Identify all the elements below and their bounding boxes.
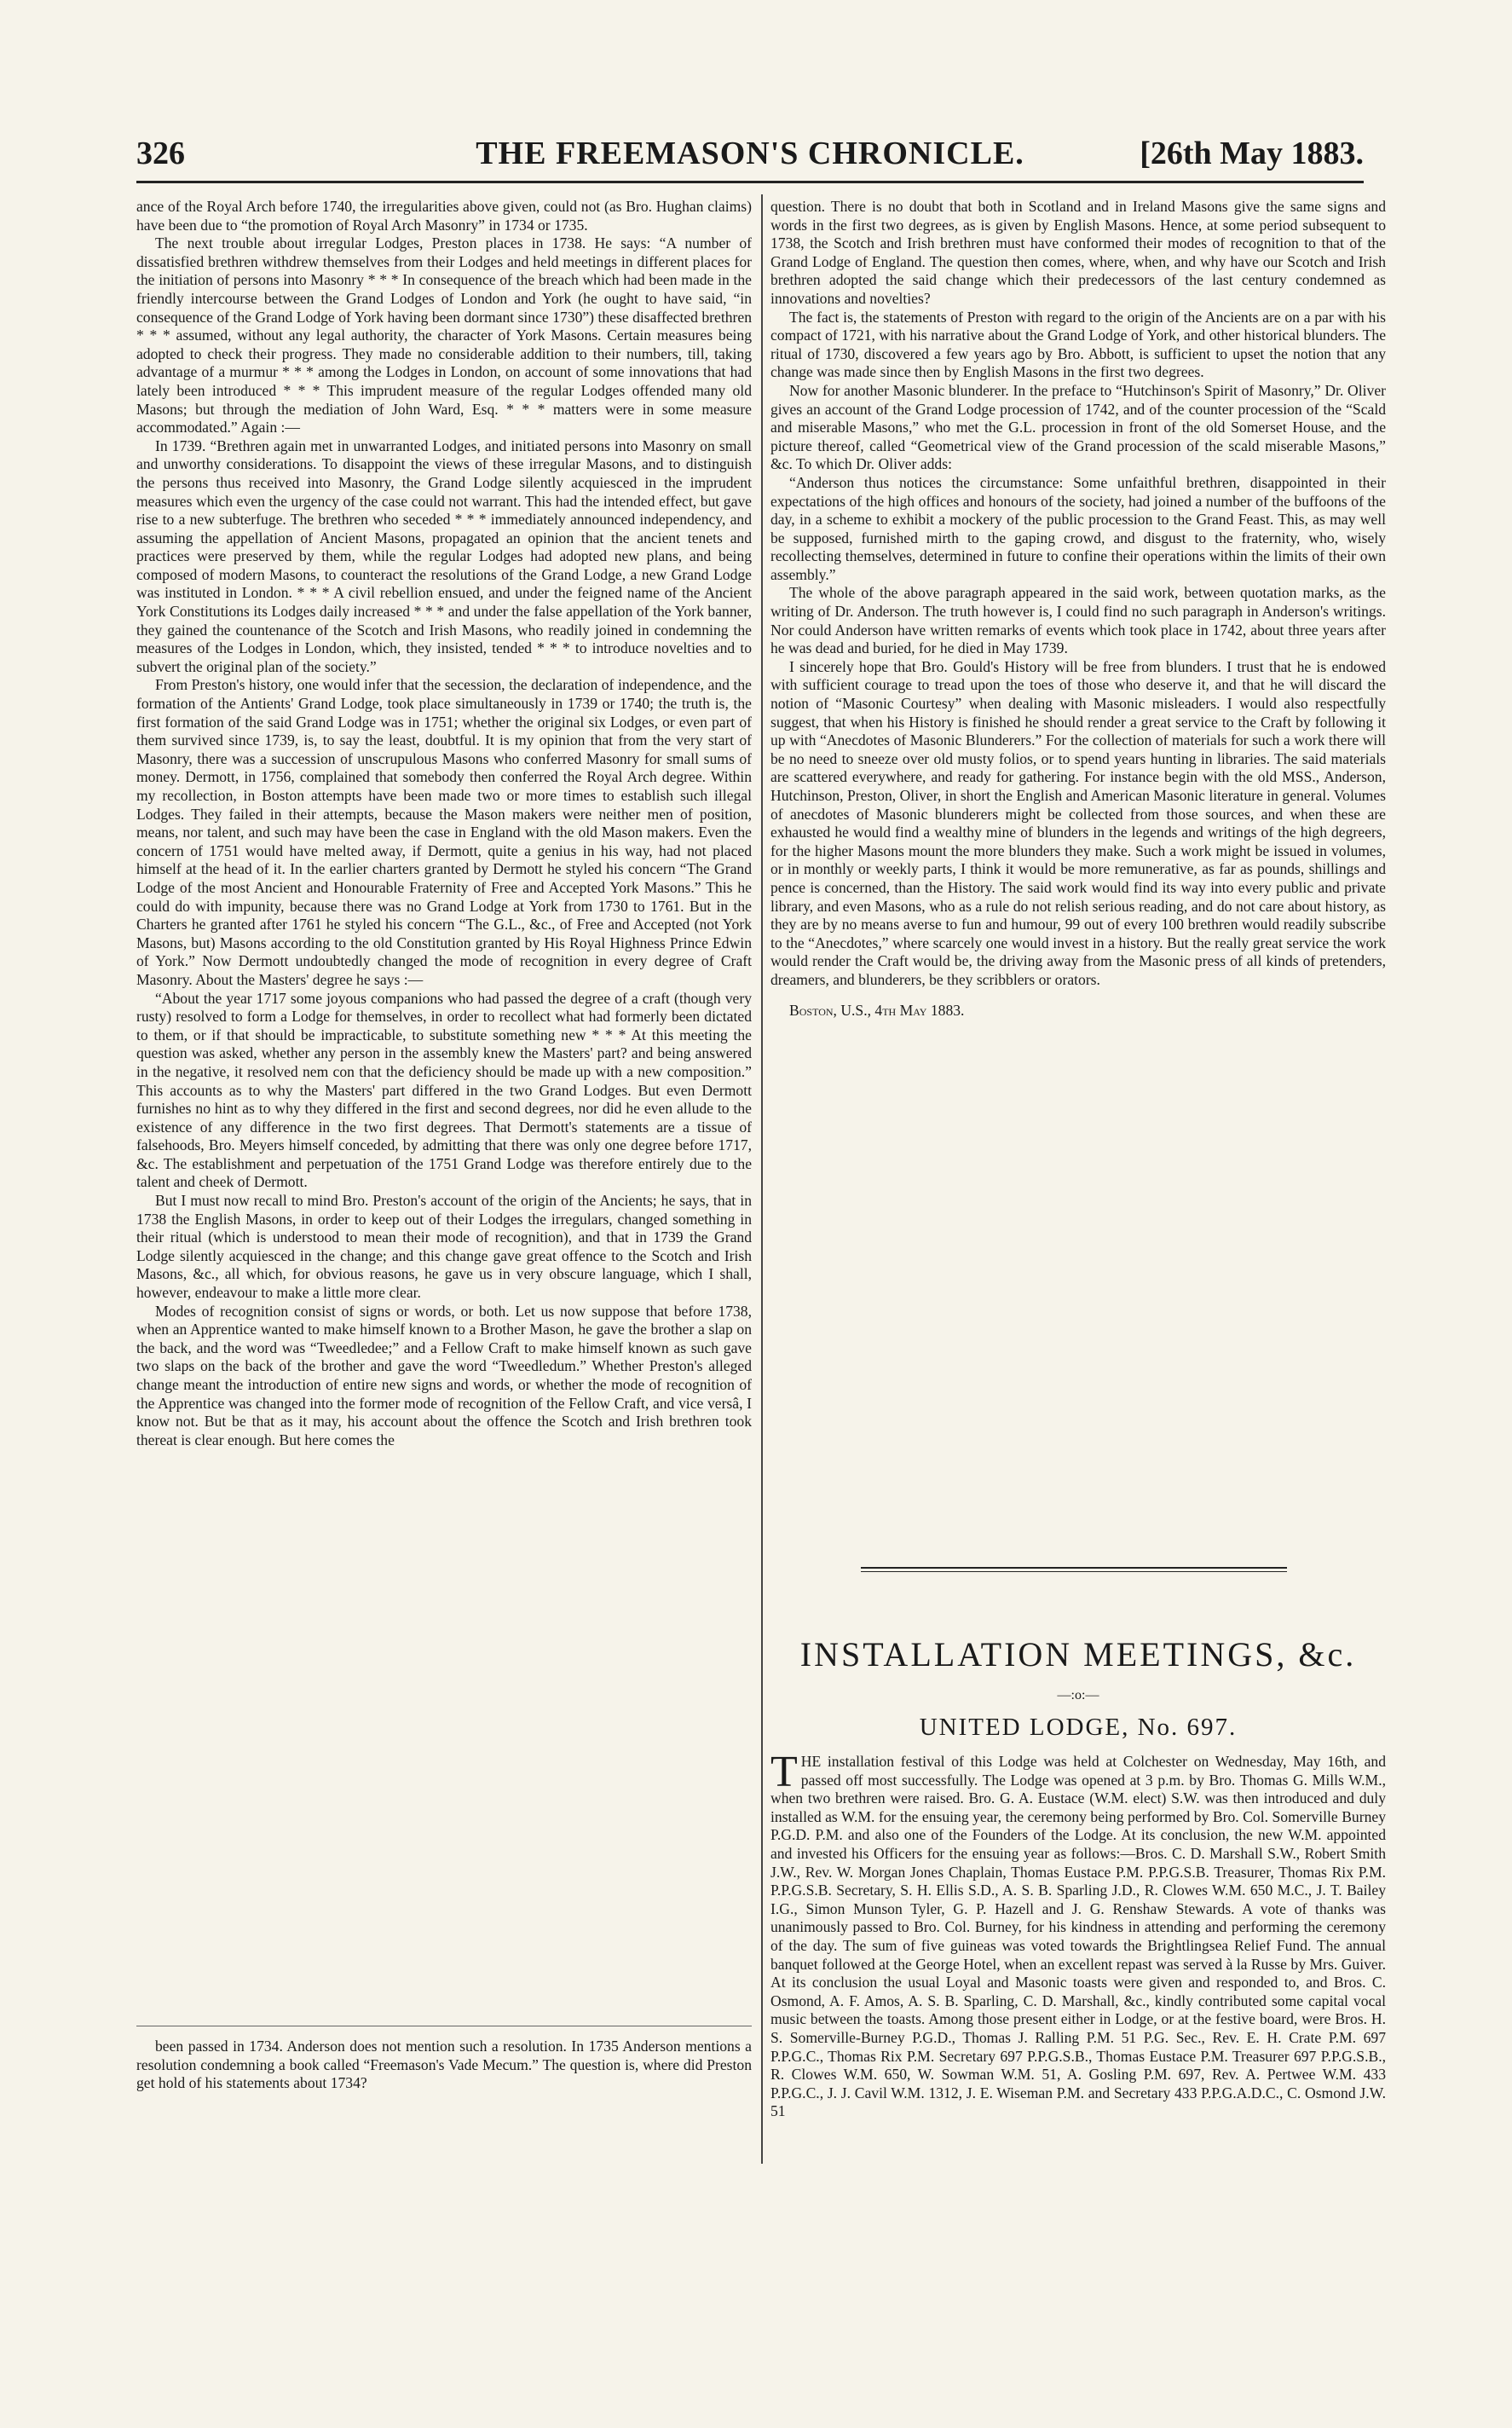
article-paragraph: The whole of the above paragraph appeared in the said work, between quotation marks, as the writing of Dr. Anderson. The truth however is, I could find no such paragraph in Anderson's writings. Nor could Anderson have written remarks of events which took place in 1742, about three years after he was dead and buried, for he died in May 1739.: [770, 584, 1386, 657]
report-text: HE installation festival of this Lodge was held at Colchester on Wednesday, May 16th, and passed off most successfully. The Lodge was opened at 3 p.m. by Bro. Thomas G. Mills W.M., when two brethren were raised. Bro. G. A. Eustace (W.M. elect) S.W. was then introduced and duly installed as W.M. for the ensuing year, the ceremony being performed by Bro. Col. Somerville Burney P.G.D. P.M. and also one of the Founders of the Lodge. At its conclusion, the new W.M. appointed and invested his Officers for the ensuing year as follows:—Bros. C. D. Marshall S.W., Robert Smith J.W., Rev. W. Morgan Jones Chaplain, Thomas Eustace P.M. P.P.G.S.B. Treasurer, Thomas Rix P.M. P.P.G.S.B. Secretary, S. H. Ellis S.D., A. S. B. Sparling J.D., R. Clowes W.M. 650 M.C., J. T. Bailey I.G., Simon Munson Tyler, G. P. Hazell and J. G. Renshaw Stewards. A vote of thanks was unanimously passed to Bro. Col. Burney, for his kindness in attending and performing the ceremony of the day. The sum of five guineas was voted towards the Brightlingsea Relief Fund. The annual banquet followed at the George Hotel, when an excellent repast was served à la Russe by Mrs. Guiver. At its conclusion the usual Loyal and Masonic toasts were given and responded to, and Bros. C. Osmond, A. F. Amos, A. S. B. Sparling, C. D. Marshall, &c., kindly contributed some capital vocal music between the toasts. Among those present either in Lodge, or at the festive board, were Bros. H. S. Somerville-Burney P.G.D., Thomas J. Ralling P.M. 51 P.G. Sec., Rev. E. H. Crate P.M. 697 P.P.G.C., Thomas Rix P.M. Secretary 697 P.P.G.S.B., Thomas Eustace P.M. Treasurer 697 P.P.G.S.B., R. Clowes W.M. 650, W. Sowman W.M. 51, A. Gosling P.M. 697, Rev. A. Pertwee W.M. 433 P.P.G.C., J. J. Cavil W.M. 1312, J. E. Wiseman P.M. and Secretary 433 P.P.G.A.D.C., C. Osmond J.W. 51: [770, 1753, 1386, 2120]
article-paragraph: I sincerely hope that Bro. Gould's History will be free from blunders. I trust that he is endowed with sufficient courage to tread upon the toes of those who deserve it, and that he will discard the notion of “Masonic Courtesy” when dealing with Masonic misleaders. I would also respectfully suggest, that when his History is finished he should render a great service to the Craft by following it up with “Anecdotes of Masonic Blunderers.” For the collection of materials for such a work there will be no need to sneeze over old musty folios, or to spend years hunting in libraries. The said materials are scattered everywhere, and ready for gathering. For instance begin with the old MSS., Anderson, Hutchinson, Preston, Oliver, in short the English and American Masonic literature in general. Volumes of anecdotes of Masonic blunderers might be collected from those sources, and when these are exhausted he would find a wealthy mine of blunders in the legends and writings of the high degreers, for the higher Masons mount the more blunders they make. Such a work might be issued in volumes, or in monthly or weekly parts, I think it would be more remunerative, as far as pounds, shillings and pence is concerned, than the History. The said work would find its way into every public and private library, and even Masons, who as a rule do not relish serious reading, and do not care about history, as they are by no means averse to fun and humour, 99 out of every 100 brethren would readily subscribe to the “Anecdotes,” where scarcely one would invest in a history. But the really great service the work would render the Craft would be, the driving away from the Masonic press of all kinds of pretenders, dreamers, and blunderers, be they scribblers or orators.: [770, 657, 1386, 988]
header-rule: [136, 181, 1364, 183]
article-paragraph: Now for another Masonic blunderer. In the preface to “Hutchinson's Spirit of Masonry,” Dr. Oliver gives an account of the Grand Lodge procession of 1742, and of the counter procession of the “Scald and miserable Masons,” who met the G.L. procession in front of the old Somerset House, and the picture thereof, called “Geometrical view of the Grand procession of the scald miserable Masons,” &c. To which Dr. Oliver adds:: [770, 381, 1386, 473]
lodge-heading: UNITED LODGE, No. 697.: [919, 1714, 1238, 1741]
section-heading: INSTALLATION MEETINGS, &c.: [799, 1635, 1357, 1674]
article-paragraph: ance of the Royal Arch before 1740, the irregularities above given, could not (as Bro. Hughan claims) have been due to “the promotion of Royal Arch Masonry” in 1734 or 1735.: [136, 198, 752, 234]
article-paragraph: been passed in 1734. Anderson does not mention such a resolution. In 1735 Anderson mentions a resolution condemning a book called “Freemason's Vade Mecum.” The question is, where did Preston get hold of his statements about 1734?: [136, 2038, 752, 2092]
drop-cap: T: [770, 1748, 798, 1796]
page-number: 326: [136, 136, 185, 171]
ornament-divider: —:o:—: [1057, 1688, 1099, 1702]
article-paragraph: In 1739. “Brethren again met in unwarranted Lodges, and initiated persons into Masonry on small and unworthy considerations. To disappoint the views of these irregular Masons, and to distinguish the persons thus received into Masonry, the Grand Lodge silently acquiesced in the imprudent measures which even the urgency of the case could not warrant. This had the intended effect, but gave rise to a new subterfuge. The brethren who seceded * * * immediately announced independency, and assuming the appellation of Ancient Masons, propagated an opinion that the ancient tenets and practices were preserved by them, while the regular Lodges had adopted new plans, and being composed of modern Masons, to counteract the resolutions of the Grand Lodge, a new Grand Lodge was instituted in London. * * * A civil rebellion ensued, and under the feigned name of the Ancient York Constitutions its Lodges daily increased * * * and under the false appellation of the York banner, they gained the countenance of the Scotch and Irish Masons, who readily joined in condemning the measures of the Lodges in London, which, they insisted, tended * * * to introduce novelties and to subvert the original plan of the society.”: [136, 436, 752, 675]
article-paragraph: “Anderson thus notices the circumstance: Some unfaithful brethren, disappointed in their expectations of the high offices and honours of the society, had joined a number of the buffoons of the day, in a scheme to exhibit a mockery of the public procession to the Grand Feast. This, as may well be supposed, furnished mirth to the gaping crowd, and disgust to the fraternity, who, wisely recollecting themselves, determined in future to confine their operations within the limits of their own assembly.”: [770, 473, 1386, 583]
installation-report: [770, 1748, 1386, 2121]
article-paragraph: The next trouble about irregular Lodges, Preston places in 1738. He says: “A number of dissatisfied brethren withdrew themselves from their Lodges and held meetings in different places for the initiation of persons into Masonry * * * In consequence of the breach which had been made in the friendly intercourse between the Grand Lodges of London and York (he ought to have said, “in consequence of the Grand Lodge of York having been dormant since 1730”) these disaffected brethren * * * assumed, without any legal authority, the character of York Masons. Certain measures being adopted to check their progress. They made no considerable addition to their numbers, till, taking advantage of a murmur * * * among the Lodges in London, on account of some innovations that had lately been introduced * * * This imprudent measure of the regular Lodges offended many old Masons; but through the mediation of John Ward, Esq. * * * matters were in some measure accommodated.” Again :—: [136, 234, 752, 436]
report-paragraph: [770, 1748, 1386, 2121]
left-column-continuation: [136, 2038, 752, 2093]
publication-title: THE FREEMASON'S CHRONICLE.: [476, 136, 1024, 171]
article-paragraph: Modes of recognition consist of signs or words, or both. Let us now suppose that before 1738, when an Apprentice wanted to make himself known to a Brother Mason, he gave the brother a slap on the back, and the word was “Tweedledee;” and a Fellow Craft to make himself known as such gave two slaps on the back of the brother and gave the word “Tweedledum.” Whether Preston's alleged change meant the introduction of entire new signs and words, or whether the mode of recognition of the Apprentice was changed into the former mode of recognition of the Fellow Craft, and vice versâ, I know not. But be that as it may, his account about the offence the Scotch and Irish brethren took thereat is clear enough. But here comes the: [136, 1302, 752, 1448]
masthead: [136, 135, 1364, 177]
article-paragraph: question. There is no doubt that both in Scotland and in Ireland Masons give the same signs and words in the first two degrees, as is given by English Masons. Hence, at some period subsequent to 1738, the Scotch and Irish brethren must have conformed their modes of recognition to that of the Grand Lodge of England. The question then comes, where, when, and why have our Scotch and Irish brethren adopted the said change which their predecessors of the last century condemned as innovations and novelties?: [770, 198, 1386, 307]
article-paragraph: The fact is, the statements of Preston with regard to the origin of the Ancients are on a par with his compact of 1721, with his narrative about the Grand Lodge of York, and other historical blunders. The ritual of 1730, discovered a few years ago by Bro. Abbott, is sufficient to upset the notion that any change was made since then by English Masons in the first two degrees.: [770, 308, 1386, 381]
right-column: [770, 198, 1386, 1020]
column-divider: [761, 194, 763, 2164]
article-paragraph: From Preston's history, one would infer that the secession, the declaration of independence, and the formation of the Antients' Grand Lodge, took place simultaneously in 1739 or 1740; the truth is, the first formation of the said Grand Lodge was in 1751; whether the original six Lodges, or even part of them survived since 1739, is, to say the least, doubtful. It is my opinion that from the very start of Masonry, there was a succession of unscrupulous Masons who conferred Masonry for small sums of money. Dermott, in 1756, complained that somebody then conferred the Royal Arch degree. Within my recollection, in Boston attempts have been made two or more times to establish such illegal Lodges. They failed in their attempts, because the Mason makers were neither men of position, means, nor talent, and such may have been the case in England with the old Mason makers. Even the concern of 1751 would have melted away, if Dermott, quite a genius in his way, had not placed himself at the head of it. In the earlier charters granted by Dermott he styled his concern “The Grand Lodge of the most Ancient and Honourable Fraternity of Free and Accepted York Masons.” This he could do with impunity, because there was no Grand Lodge at York from 1730 to 1761. But in the Charters he granted after 1761 he styled his concern “The G.L., &c., of Free and Accepted (not York Masons, but) Masons according to the old Constitution granted by His Royal Highness Prince Edwin of York.” Now Dermott undoubtedly changed the mode of recognition in every degree of Craft Masonry. About the Masters' degree he says :—: [136, 676, 752, 988]
issue-date: [26th May 1883.: [1140, 136, 1364, 171]
article-signoff: Boston, U.S., 4th May 1883.: [789, 1001, 965, 1019]
article-paragraph: “About the year 1717 some joyous companions who had passed the degree of a craft (though very rusty) resolved to form a Lodge for themselves, in order to recollect what had formerly been dictated to them, or if that should be impracticable, to substitute something new * * * At this meeting the question was asked, whether any person in the assembly knew the Masters' part? and being answered in the negative, it resolved nem con that the deficiency should be made up with a new composition.” This accounts as to why the Masters' part differed in the two Grand Lodges. But even Dermott furnishes no hint as to why they differed in the first and second degrees, nor did he even allude to the existence of any difference in the two first degrees. That Dermott's statements are a tissue of falsehoods, Bro. Meyers himself conceded, by admitting that there was only one degree before 1717, &c. The establishment and perpetuation of the 1751 Grand Lodge was therefore entirely due to the talent and cheek of Dermott.: [136, 989, 752, 1191]
section-rule: [861, 1567, 1287, 1572]
left-column: [136, 198, 752, 1449]
article-paragraph: But I must now recall to mind Bro. Preston's account of the origin of the Ancients; he says, that in 1738 the English Masons, in order to keep out of their Lodges the irregulars, changed something in their ritual (which is understood to mean their mode of recognition), and that in 1739 the Grand Lodge silently acquiesced in the change; and this change gave great offence to the Scotch and Irish Masons, &c., all which, for obvious reasons, he gave us in very obscure language, which I shall, however, endeavour to make a little more clear.: [136, 1192, 752, 1302]
